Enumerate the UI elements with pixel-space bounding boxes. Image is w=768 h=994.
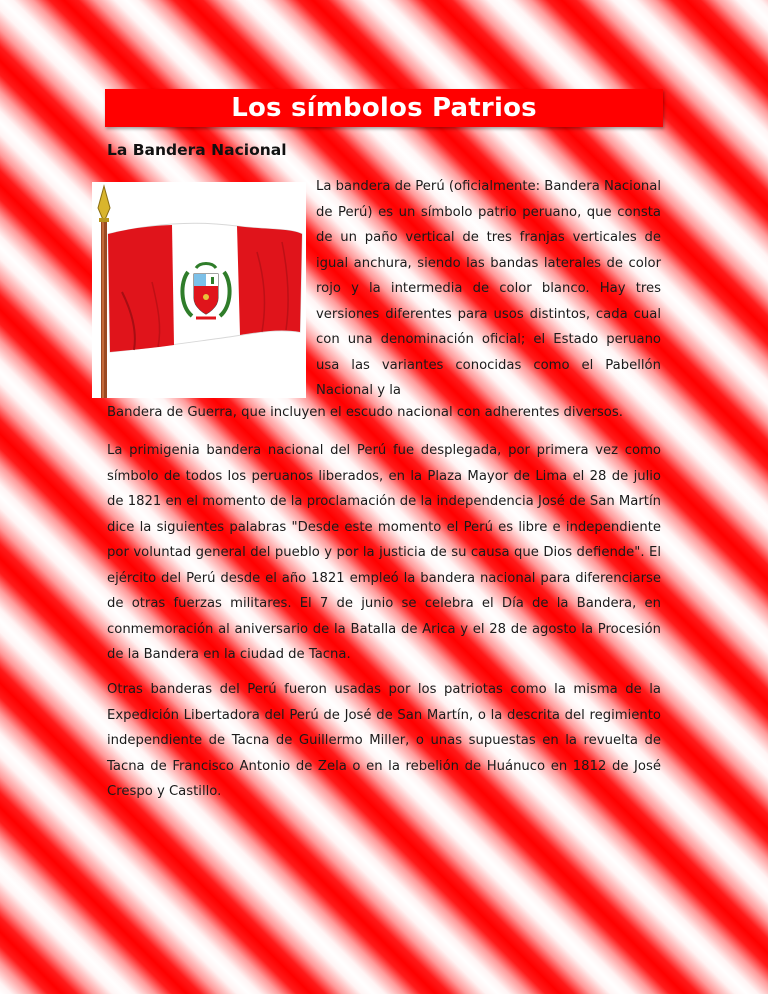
section-heading: La Bandera Nacional [107,141,287,159]
paragraph-1-tail: Bandera de Guerra, que incluyen el escudo nacional con adherentes diversos. [107,405,623,420]
peru-flag-image [92,182,306,398]
peru-flag-with-coat-of-arms-icon [92,182,306,398]
paragraph-3: Otras banderas del Perú fueron usadas por los patriotas como la misma de la Expedición Libertadora del Perú de José de San Martín, o la descrita del regimiento independiente de Tacna de Guillermo Miller, o unas supuestas en la revuelta de Tacna de Francisco Antonio de Zela o en la rebelión de Huánuco en 1812 de José Crespo y Castillo. [107,682,661,799]
paragraph-2: La primigenia bandera nacional del Perú fue desplegada, por primera vez como símbolo de todos los peruanos liberados, en la Plaza Mayor de Lima el 28 de julio de 1821 en el momento de la proclamación de la independencia José de San Martín dice la siguientes palabras "Desde este momento el Perú es libre e independiente por voluntad general del pueblo y por la justicia de su causa que Dios defiende". El ejército del Perú desde el año 1821 empleó la bandera nacional para diferenciarse de otras fuerzas militares. El 7 de junio se celebra el Día de la Bandera, en conmemoración al aniversario de la Batalla de Arica y el 28 de agosto la Procesión de la Bandera en la ciudad de Tacna. [107,443,661,662]
paragraph-1-wrapped: La bandera de Perú (oficialmente: Bandera Nacional de Perú) es un símbolo patrio peruano, que consta de un paño vertical de tres franjas verticales de igual anchura, siendo las bandas laterales de color rojo y la intermedia de color blanco. Hay tres versiones diferentes para usos distintos, cada cual con una denominación oficial; el Estado peruano usa las variantes conocidas como el Pabellón Nacional y la [316,179,661,398]
page-title: Los símbolos Patrios [231,93,537,123]
title-banner [105,89,663,127]
